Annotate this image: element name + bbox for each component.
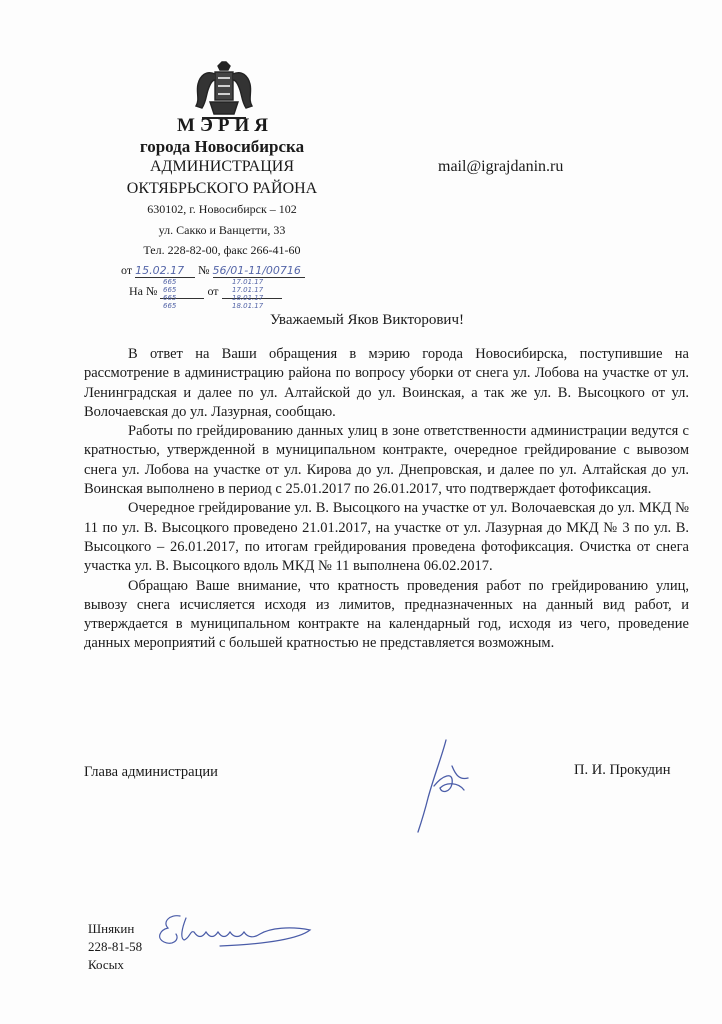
ref-number-list [163,278,176,310]
ref-date-list [232,278,263,310]
executor-phone: 228-81-58 [88,939,143,954]
ref-date: 17.01.17 [232,278,264,286]
body-paragraph: Работы по грейдированию данных улиц в зоне ответственности администрации ведутся с кратностью, утвержденной в муниципальном контракте, очередное грейдирование с вывозом снега ул. Лобова на участке от ул. Кирова до ул. Днепровская, и далее по ул. Алтайская до ул. Воинская выполнено в период с 25.01.2017 по 26.01.2017, что подтверждает фотофиксация. [84,423,689,498]
executor-second-name: Косых [88,957,124,972]
ref-from-label: от [207,284,219,298]
org-address-line2: ул. Сакко и Ванцетти, 33 [158,223,286,237]
body-paragraph: В ответ на Ваши обращения в мэрию города Новосибирска, поступившие на рассмотрение в администрацию района по вопросу уборки от снега ул. Лобова на участке от ул. Ленинградская и далее по ул. Алтайской до ул. Воинская, а так же ул. В. Высоцкого от ул. Волочаевская до ул. Лазурная, сообщаю. [84,346,689,420]
executor-block [88,920,142,974]
org-district: ОКТЯБРЬСКОГО РАЙОНА [126,180,318,197]
org-city: города Новосибирска [139,137,305,156]
org-administration: АДМИНИСТРАЦИЯ [150,158,294,175]
ref-number: 665 [163,302,177,310]
body-paragraph: Обращаю Ваше внимание, что кратность проведения работ по грейдированию улиц, вывозу снега исчисляется исходя из лимитов, предназначенных на данный вид работ, и утверждается в муниципальном контракте на календарный год, исходя из чего, проведение данных мероприятий с большей кратностью не представляется возможным. [84,577,689,652]
ref-number: 665 [163,294,177,302]
org-title: МЭРИЯ [177,115,273,136]
executor-name: Шнякин [88,921,135,936]
from-label: от [121,263,133,277]
handwritten-signature-icon [412,736,472,836]
body-paragraph: Очередное грейдирование ул. В. Высоцкого на участке от ул. Волочаевская до ул. МКД № 11 по ул. В. Высоцкого проведено 21.01.2017, на участке от ул. Лазурная до МКД № 3 по ул. В. Высоцкого – 26.01.2017, по итогам грейдирования проведена фотофиксация. Очистка от снега участка ул. В. Высоцкого вдоль МКД № 11 выполнена 06.02.2017. [84,500,689,575]
ref-date: 18.01.17 [232,302,264,310]
recipient-email: mail@igrajdanin.ru [438,158,564,175]
org-address-line1: 630102, г. Новосибирск – 102 [147,202,297,216]
ref-number: 665 [163,286,177,294]
outgoing-number: 56/01-11/00716 [213,264,305,278]
number-label: № [198,263,210,277]
greeting: Уважаемый Яков Викторович! [270,312,464,328]
outgoing-date: 15.02.17 [135,264,195,278]
ref-number: 665 [163,278,177,286]
org-phone: Тел. 228-82-00, факс 266-41-60 [143,243,301,257]
executor-signature-icon [150,908,320,958]
signatory-position: Глава администрации [84,764,218,780]
ref-date: 18.01.17 [232,294,264,302]
letter-body [84,345,689,654]
outgoing-registration [121,263,305,278]
ref-label: На № [129,284,158,298]
signatory-name: П. И. Прокудин [574,762,671,778]
ref-date: 17.01.17 [232,286,264,294]
coat-of-arms-icon [188,60,260,122]
